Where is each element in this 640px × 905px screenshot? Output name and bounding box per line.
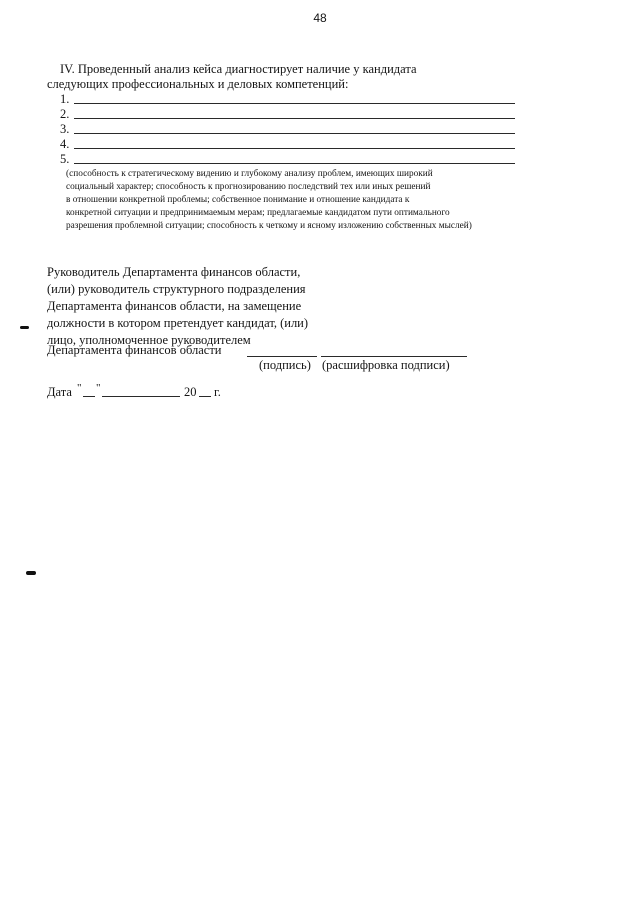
- signature-decode-field[interactable]: [321, 356, 467, 357]
- fill-in-line: [74, 133, 515, 134]
- date-open-quote: ": [77, 382, 82, 394]
- scan-mark: [26, 571, 36, 575]
- competency-number: 1.: [60, 92, 70, 106]
- signatory-line-4: должности в котором претендует кандидат, (или): [47, 316, 309, 330]
- competency-number: 4.: [60, 137, 70, 151]
- date-day-field[interactable]: [83, 396, 95, 397]
- signatory-line-1: Руководитель Департамента финансов области,: [47, 265, 301, 279]
- fill-in-line: [74, 118, 515, 119]
- competency-line-3[interactable]: [60, 122, 515, 136]
- date-year-field[interactable]: [199, 396, 211, 397]
- date-year-suffix: г.: [214, 385, 221, 399]
- competency-hint-line-1: (способность к стратегическому видению и глубокому анализу проблем, имеющих широкий: [66, 169, 433, 179]
- competency-hint-line-5: разрешения проблемной ситуации; способность к четкому и ясному изложению собственных мыслей): [66, 221, 472, 231]
- fill-in-line: [74, 148, 515, 149]
- date-year-prefix: 20: [184, 385, 197, 399]
- competency-line-5[interactable]: [60, 152, 515, 166]
- fill-in-line: [74, 163, 515, 164]
- competency-hint-line-2: социальный характер; способность к прогнозированию последствий тех или иных решений: [66, 182, 431, 192]
- section-iv-heading-line-1: IV. Проведенный анализ кейса диагностирует наличие у кандидата: [60, 62, 417, 76]
- signatory-line-2: (или) руководитель структурного подразделения: [47, 282, 306, 296]
- competency-hint-line-4: конкретной ситуации и предпринимаемым мерам; предлагаемые кандидатом пути оптимального: [66, 208, 450, 218]
- page-number: 48: [313, 11, 327, 25]
- signatory-line-5: лицо, уполномоченное руководителем: [47, 333, 251, 347]
- signature-caption: (подпись): [259, 358, 311, 372]
- signatory-line-3: Департамента финансов области, на замещение: [47, 299, 302, 313]
- competency-hint-line-3: в отношении конкретной проблемы; собственное понимание и отношение кандидата к: [66, 195, 410, 205]
- scan-mark: [20, 326, 29, 329]
- date-label: Дата: [47, 385, 72, 399]
- section-iv-heading-line-2: следующих профессиональных и деловых компетенций:: [47, 77, 349, 91]
- date-month-field[interactable]: [102, 396, 180, 397]
- competency-number: 5.: [60, 152, 70, 166]
- date-close-quote: ": [96, 382, 101, 394]
- competency-line-4[interactable]: [60, 137, 515, 151]
- fill-in-line: [74, 103, 515, 104]
- competency-number: 2.: [60, 107, 70, 121]
- competency-number: 3.: [60, 122, 70, 136]
- competency-line-1[interactable]: [60, 92, 515, 106]
- signature-decode-caption: (расшифровка подписи): [322, 358, 450, 372]
- signature-field[interactable]: [247, 356, 317, 357]
- competency-line-2[interactable]: [60, 107, 515, 121]
- signatory-line-6: Департамента финансов области: [47, 343, 222, 357]
